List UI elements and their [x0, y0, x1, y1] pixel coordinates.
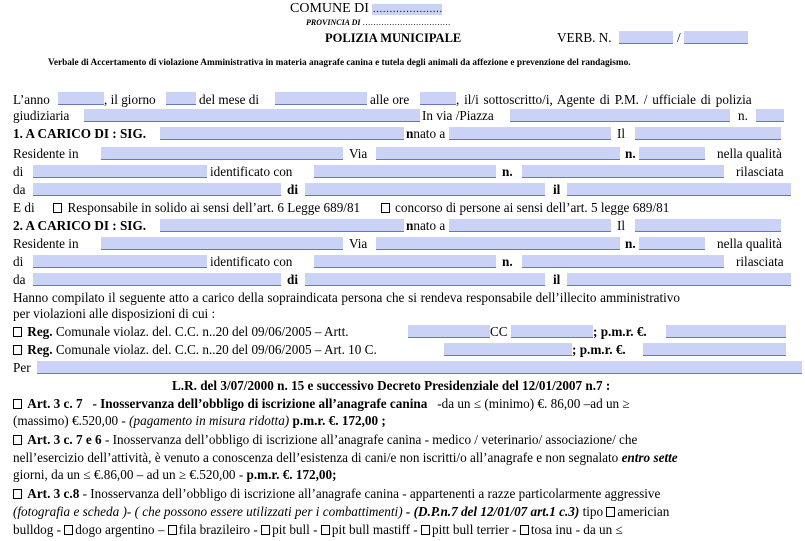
lr-title: L.R. del 3/07/2000 n. 15 e successivo Decreto Presidenziale del 12/01/2007 n.7 : [172, 378, 611, 393]
reg1-text: Comunale violaz. del. C.C. n..20 del 09/06/2005 – Artt. [55, 324, 349, 339]
p1-rilasciata-label: rilasciata [736, 164, 784, 179]
provincia-label: PROVINCIA DI [306, 18, 361, 27]
p2-il2-label: il [553, 272, 561, 287]
reg1-pmr-field[interactable] [666, 325, 786, 338]
reg2-pmr-field[interactable] [643, 343, 786, 356]
art3-line2: (fotografia e scheda )- ( che possono essere utilizzati per i combattimenti) - (D.P.n.7 del 12/01/07 art.1 c.3) tipo americian [13, 504, 670, 519]
concorso-checkbox[interactable] [381, 203, 390, 213]
p2-il2-field[interactable] [567, 273, 791, 286]
per-field[interactable] [37, 361, 802, 374]
reg2-bold: Reg. [27, 342, 53, 357]
p2-name-field[interactable] [160, 219, 404, 232]
giudiziaria-label: giudiziaria [13, 108, 70, 123]
p1-nato-field[interactable] [449, 127, 611, 140]
p1-residente-label: Residente in [13, 146, 79, 161]
p1-residente-field[interactable] [101, 147, 343, 160]
dogo-checkbox[interactable] [64, 525, 73, 535]
p1-di2-label: di [287, 182, 298, 197]
reg2-pmr-label: ; p.m.r. €. [572, 342, 626, 357]
p1-nato-label: nnato a [406, 126, 446, 141]
polizia-title: POLIZIA MUNICIPALE [325, 31, 462, 45]
p2-nato-field[interactable] [449, 219, 611, 232]
sottoscritto-label: , il/i sottoscritto/i, Agente di P.M. / ufficiale di polizia [456, 92, 752, 107]
p2-n-field[interactable] [639, 237, 705, 250]
p2-via-field[interactable] [376, 237, 620, 250]
reg2-c-field[interactable] [444, 343, 572, 356]
p1-il-field[interactable] [635, 127, 781, 140]
mese-field[interactable] [275, 92, 367, 105]
giorno-field[interactable] [166, 92, 196, 105]
art1-line2: (massimo) €.520,00 - (pagamento in misura ridotta) p.m.r. €. 172,00 ; [13, 413, 386, 428]
solido-checkbox[interactable] [53, 203, 62, 213]
p1-da-label: da [13, 182, 26, 197]
anno-field[interactable] [58, 92, 104, 105]
p2-di2-field[interactable] [305, 273, 545, 286]
p2-il-field[interactable] [635, 219, 781, 232]
verb-sep: / [677, 30, 681, 45]
p2-carico-label: 2. A CARICO DI : SIG. [13, 218, 146, 233]
ore-label: alle ore [370, 92, 410, 107]
verb-year-field[interactable] [684, 31, 748, 44]
art1-line1: Art. 3 c. 7 - Inosservanza dell’obbligo di iscrizione all’anagrafe canina -da un ≤ (minimo) €. 86,00 –ad un ≥ [13, 396, 793, 412]
p2-nato-label: nnato a [406, 218, 446, 233]
reg1-bold: Reg. [27, 324, 53, 339]
p1-di-field[interactable] [33, 165, 207, 178]
mese-label: del mese di [199, 92, 260, 107]
pitbull-checkbox[interactable] [261, 525, 270, 535]
p2-via-label: Via [349, 236, 368, 251]
civic-n-field[interactable] [756, 109, 784, 122]
p2-residente-label: Residente in [13, 236, 79, 251]
provincia-dots: …………………………… [362, 18, 451, 27]
p1-di-label: di [13, 164, 24, 179]
p1-il2-field[interactable] [567, 183, 791, 196]
fila-checkbox[interactable] [168, 525, 177, 535]
giorno-label: , il giorno [104, 92, 156, 107]
p2-residente-field[interactable] [101, 237, 343, 250]
p1-name-field[interactable] [160, 127, 404, 140]
p2-rilasciata-label: rilasciata [736, 254, 784, 269]
p1-qualita-label: nella qualità [717, 146, 782, 161]
art3-checkbox[interactable] [13, 489, 22, 499]
reg2-checkbox[interactable] [13, 345, 22, 355]
reg1-artt-field[interactable] [408, 325, 490, 338]
p1-identificato-field[interactable] [314, 165, 496, 178]
p2-n-label: n. [625, 236, 636, 251]
p2-di2-label: di [287, 272, 298, 287]
p1-via-field[interactable] [376, 147, 620, 160]
comune-heading [290, 1, 442, 18]
tosa-checkbox[interactable] [520, 525, 529, 535]
compilato-line2: per violazioni alle disposizioni di cui : [13, 306, 216, 321]
p2-da-field[interactable] [33, 273, 281, 286]
ore-field[interactable] [420, 92, 456, 105]
provincia-heading [306, 18, 450, 27]
p1-n-field[interactable] [639, 147, 705, 160]
art2-line3: giorni, da un ≤ €.86,00 – ad un ≥ €.520,00 - p.m.r. €. 172,00; [13, 467, 337, 482]
p1-di2-field[interactable] [305, 183, 545, 196]
concorso-label: concorso di persone ai sensi dell’art. 5 legge 689/81 [395, 200, 670, 215]
p2-identificato-field[interactable] [314, 255, 496, 268]
art2-line2: nell’esercizio dell’attività, è venuto a conoscenza dell’esistenza di cani/e non iscritti/o all’anagrafe e non segnalato entro sette [13, 450, 678, 465]
reg1-cc-label: CC [490, 324, 508, 339]
compilato-line1: Hanno compilato il seguente atto a carico della sopraindicata persona che si rendeva responsabile dell’illecito amministrativo [13, 290, 680, 305]
p1-il2-label: il [553, 182, 561, 197]
p2-identificato-label: identificato con [210, 254, 293, 269]
p2-di-label: di [13, 254, 24, 269]
p2-n2-label: n. [502, 254, 513, 269]
p1-via-label: Via [349, 146, 368, 161]
p2-di-field[interactable] [33, 255, 207, 268]
reg1-checkbox[interactable] [13, 327, 22, 337]
verb-number-field[interactable] [619, 31, 673, 44]
p2-da-label: da [13, 272, 26, 287]
per-label: Per [13, 360, 31, 375]
p1-n2-label: n. [502, 164, 513, 179]
art1-checkbox[interactable] [13, 399, 22, 409]
art2-checkbox[interactable] [13, 435, 22, 445]
reg1-cc-field[interactable] [511, 325, 593, 338]
reg2-row [13, 342, 377, 358]
pitbull-terrier-checkbox[interactable] [421, 525, 430, 535]
art3-line3: bulldog - dogo argentino – fila brazileiro - pit bull - pit bull mastiff - pitt bull terrier - tosa inu - da un ≤ [13, 522, 623, 537]
p1-il-label: Il [617, 126, 626, 141]
anno-label: L’anno [13, 92, 50, 107]
via-piazza-label: In via /Piazza [422, 108, 494, 123]
art3-line1: Art. 3 c.8 - Inosservanza dell’obbligo di iscrizione all’anagrafe canina - appartenenti a razze particolarmente aggressive [13, 486, 793, 502]
giudiziaria-field[interactable] [84, 109, 420, 122]
p2-qualita-label: nella qualità [717, 236, 782, 251]
p1-carico-label: 1. A CARICO DI : SIG. [13, 126, 146, 141]
p1-n-label: n. [625, 146, 636, 161]
art2-line1: Art. 3 c. 7 e 6 - Inosservanza dell’obbligo di iscrizione all’anagrafe canina - medico / veterinario/ associazione/ che [13, 432, 793, 448]
solido-label: Responsabile in solido ai sensi dell’art. 6 Legge 689/81 [67, 200, 361, 215]
pitbull-mastiff-checkbox[interactable] [321, 525, 330, 535]
verb-label: VERB. N. [557, 30, 612, 45]
p2-n2-field[interactable] [522, 255, 724, 268]
document-title: Verbale di Accertamento di violazione Amministrativa in materia anagrafe canina e tutela degli animali da affezione e prevenzione del randagismo. [48, 58, 631, 68]
reg1-pmr-label: ; p.m.r. €. [593, 324, 647, 339]
edi-label: E di [13, 200, 35, 215]
americian-checkbox[interactable] [606, 507, 615, 517]
reg2-text: Comunale violaz. del. C.C. n..20 del 09/06/2005 – Art. 10 C. [55, 342, 377, 357]
responsabile-row [13, 200, 669, 216]
comune-dots: ………………… [372, 4, 443, 15]
via-piazza-field[interactable] [510, 109, 730, 122]
civic-n-label: n. [738, 108, 748, 123]
reg1-row [13, 324, 349, 340]
comune-label: COMUNE DI [290, 1, 369, 16]
p1-n2-field[interactable] [522, 165, 724, 178]
p2-il-label: Il [617, 218, 626, 233]
p1-da-field[interactable] [33, 183, 281, 196]
p1-identificato-label: identificato con [210, 164, 293, 179]
